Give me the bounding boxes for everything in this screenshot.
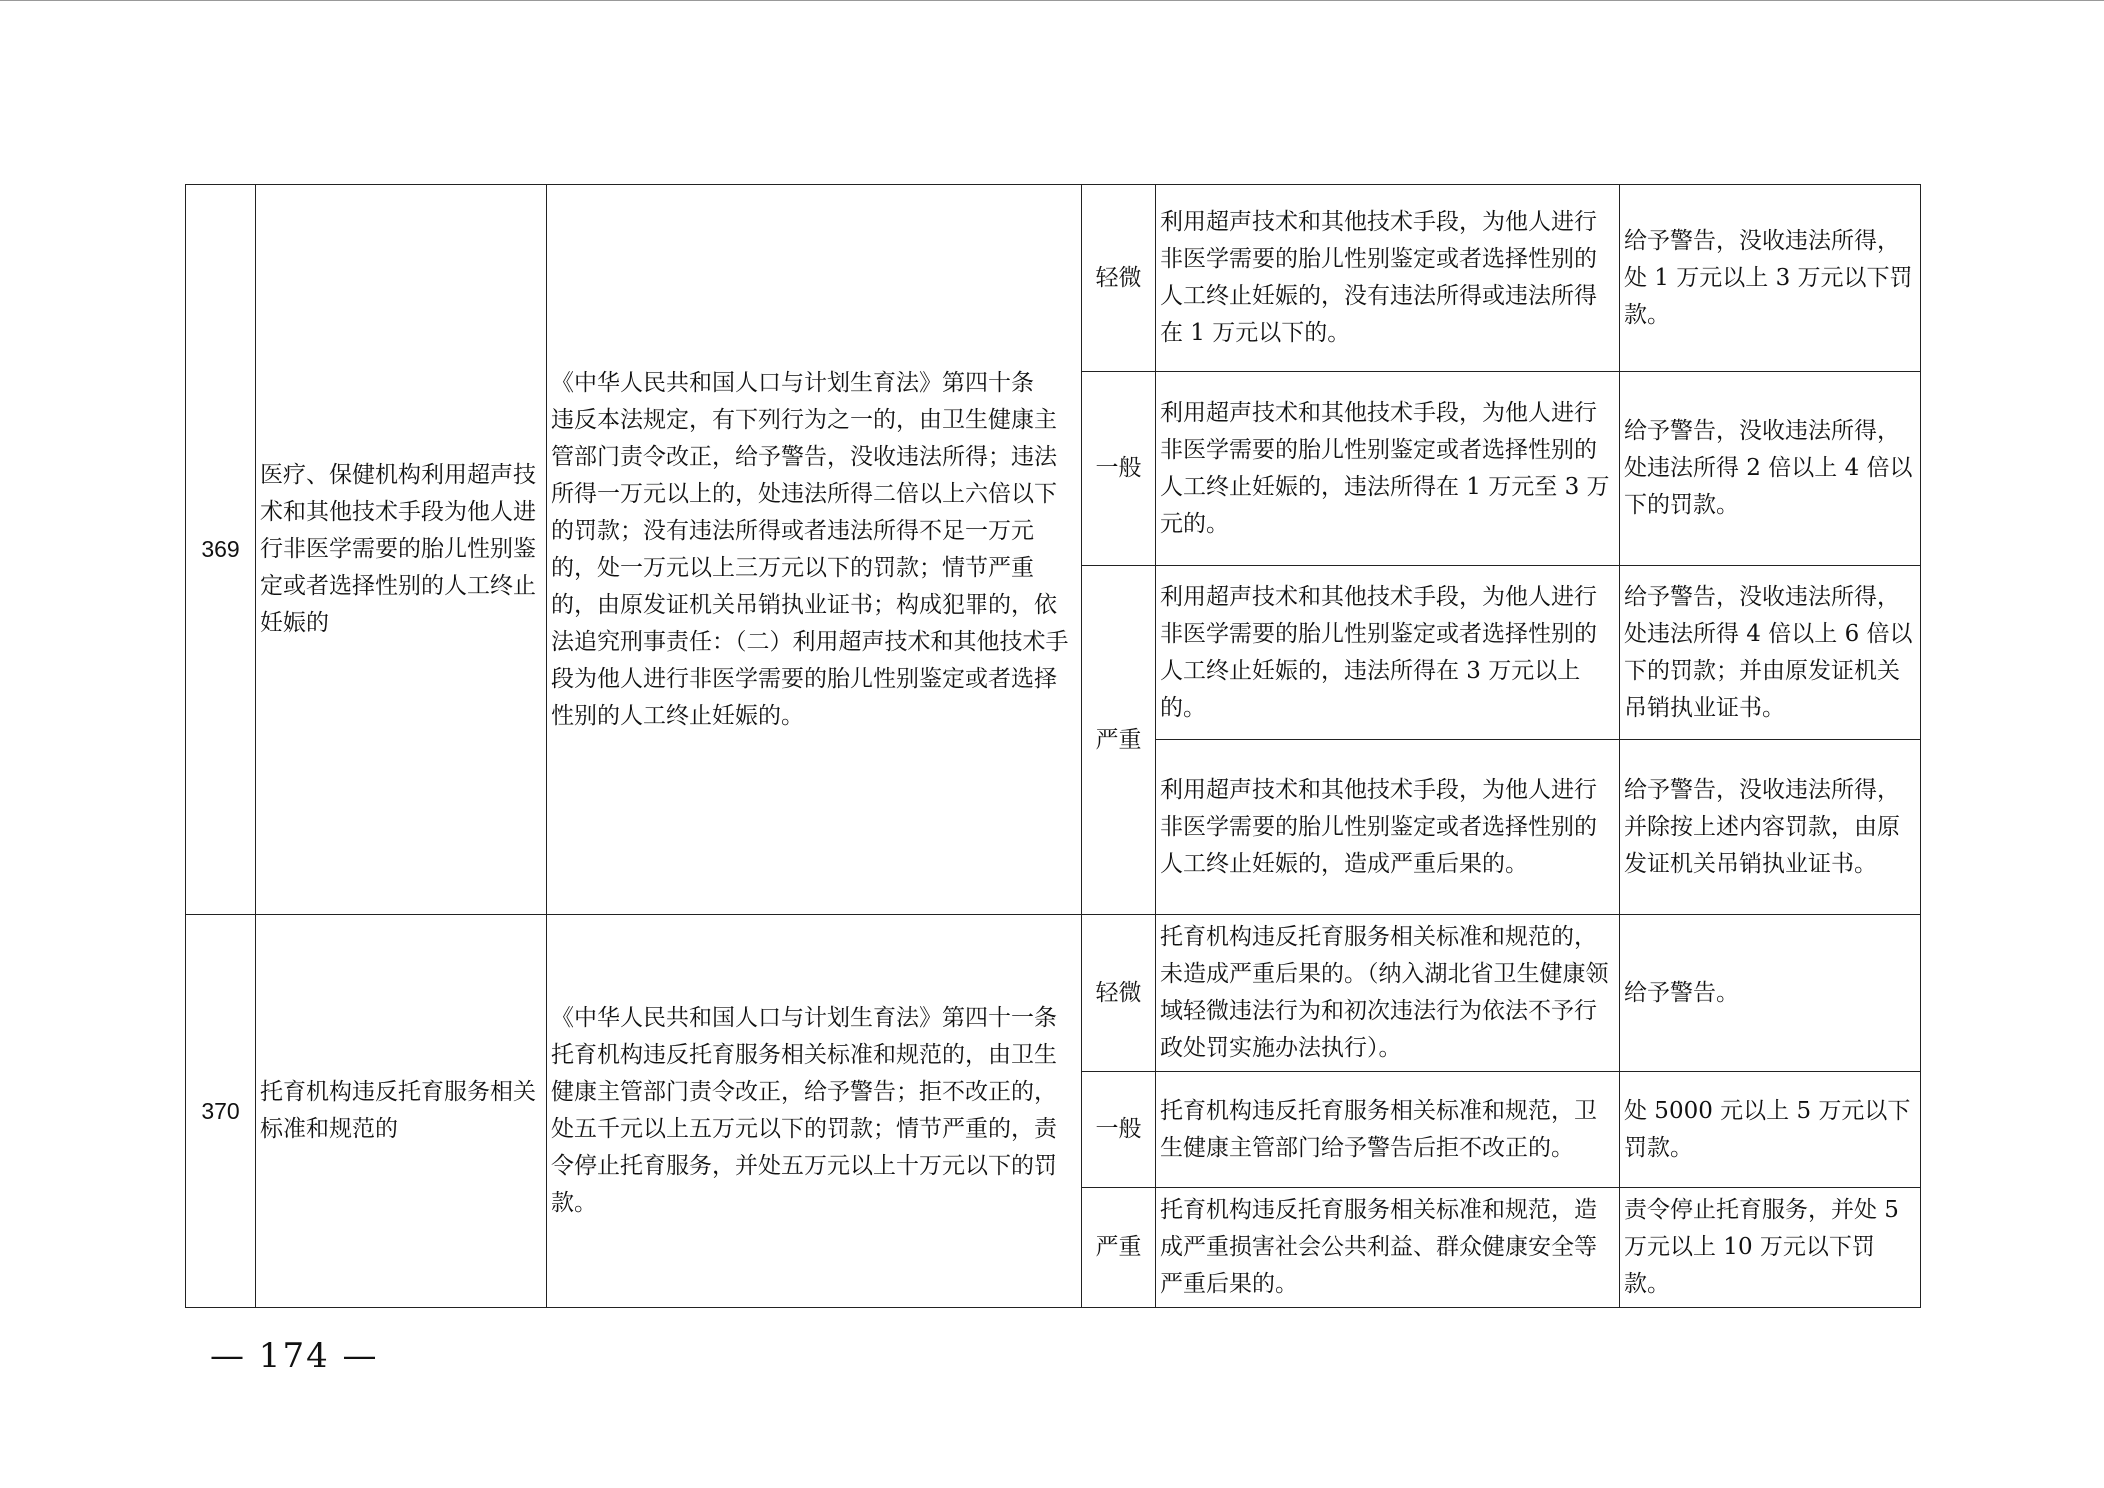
condition-serious: 利用超声技术和其他技术手段，为他人进行非医学需要的胎儿性别鉴定或者选择性别的人工终止妊娠的，违法所得在 3 万元以上的。 bbox=[1156, 566, 1620, 740]
legal-basis: 《中华人民共和国人口与计划生育法》第四十条 违反本法规定，有下列行为之一的，由卫生健康主管部门责令改正，给予警告，没收违法所得；违法所得一万元以上的，处违法所得二倍以上六倍以下的罚款；没有违法所得或者违法所得不足一万元的，处一万元以上三万元以下的罚款；情节严重的，由原发证机关吊销执业证书；构成犯罪的，依法追究刑事责任：（二）利用超声技术和其他技术手段为他人进行非医学需要的胎儿性别鉴定或者选择性别的人工终止妊娠的。 bbox=[547, 185, 1082, 915]
level-minor: 轻微 bbox=[1082, 185, 1156, 372]
penalty-general: 给予警告，没收违法所得，处违法所得 2 倍以上 4 倍以下的罚款。 bbox=[1620, 372, 1921, 566]
table-row bbox=[186, 185, 1921, 372]
violation-description: 医疗、保健机构利用超声技术和其他技术手段为他人进行非医学需要的胎儿性别鉴定或者选择性别的人工终止妊娠的 bbox=[256, 185, 547, 915]
table-row bbox=[186, 915, 1921, 1072]
penalty-general: 处 5000 元以上 5 万元以下罚款。 bbox=[1620, 1072, 1921, 1188]
violation-description: 托育机构违反托育服务相关标准和规范的 bbox=[256, 915, 547, 1308]
page-number: — 174 — bbox=[210, 1336, 379, 1376]
condition-general: 利用超声技术和其他技术手段，为他人进行非医学需要的胎儿性别鉴定或者选择性别的人工终止妊娠的，违法所得在 1 万元至 3 万元的。 bbox=[1156, 372, 1620, 566]
legal-basis: 《中华人民共和国人口与计划生育法》第四十一条 托育机构违反托育服务相关标准和规范的，由卫生健康主管部门责令改正，给予警告；拒不改正的，处五千元以上五万元以下的罚款；情节严重的，责令停止托育服务，并处五万元以上十万元以下的罚款。 bbox=[547, 915, 1082, 1308]
level-general: 一般 bbox=[1082, 372, 1156, 566]
page-top-rule bbox=[0, 0, 2104, 1]
item-number: 369 bbox=[186, 185, 256, 915]
condition-general: 托育机构违反托育服务相关标准和规范，卫生健康主管部门给予警告后拒不改正的。 bbox=[1156, 1072, 1620, 1188]
penalty-minor: 给予警告，没收违法所得，处 1 万元以上 3 万元以下罚款。 bbox=[1620, 185, 1921, 372]
penalty-minor: 给予警告。 bbox=[1620, 915, 1921, 1072]
condition-serious-consequence: 利用超声技术和其他技术手段，为他人进行非医学需要的胎儿性别鉴定或者选择性别的人工终止妊娠的，造成严重后果的。 bbox=[1156, 740, 1620, 915]
condition-minor: 托育机构违反托育服务相关标准和规范的，未造成严重后果的。（纳入湖北省卫生健康领域轻微违法行为和初次违法行为依法不予行政处罚实施办法执行）。 bbox=[1156, 915, 1620, 1072]
penalty-serious-consequence: 给予警告，没收违法所得，并除按上述内容罚款，由原发证机关吊销执业证书。 bbox=[1620, 740, 1921, 915]
condition-minor: 利用超声技术和其他技术手段，为他人进行非医学需要的胎儿性别鉴定或者选择性别的人工终止妊娠的，没有违法所得或违法所得在 1 万元以下的。 bbox=[1156, 185, 1620, 372]
penalty-standard-table bbox=[185, 184, 1921, 1308]
level-serious: 严重 bbox=[1082, 1188, 1156, 1308]
condition-serious: 托育机构违反托育服务相关标准和规范，造成严重损害社会公共利益、群众健康安全等严重后果的。 bbox=[1156, 1188, 1620, 1308]
level-minor: 轻微 bbox=[1082, 915, 1156, 1072]
level-general: 一般 bbox=[1082, 1072, 1156, 1188]
level-serious: 严重 bbox=[1082, 566, 1156, 915]
penalty-serious: 责令停止托育服务，并处 5 万元以上 10 万元以下罚款。 bbox=[1620, 1188, 1921, 1308]
item-number: 370 bbox=[186, 915, 256, 1308]
penalty-serious: 给予警告，没收违法所得，处违法所得 4 倍以上 6 倍以下的罚款；并由原发证机关吊销执业证书。 bbox=[1620, 566, 1921, 740]
